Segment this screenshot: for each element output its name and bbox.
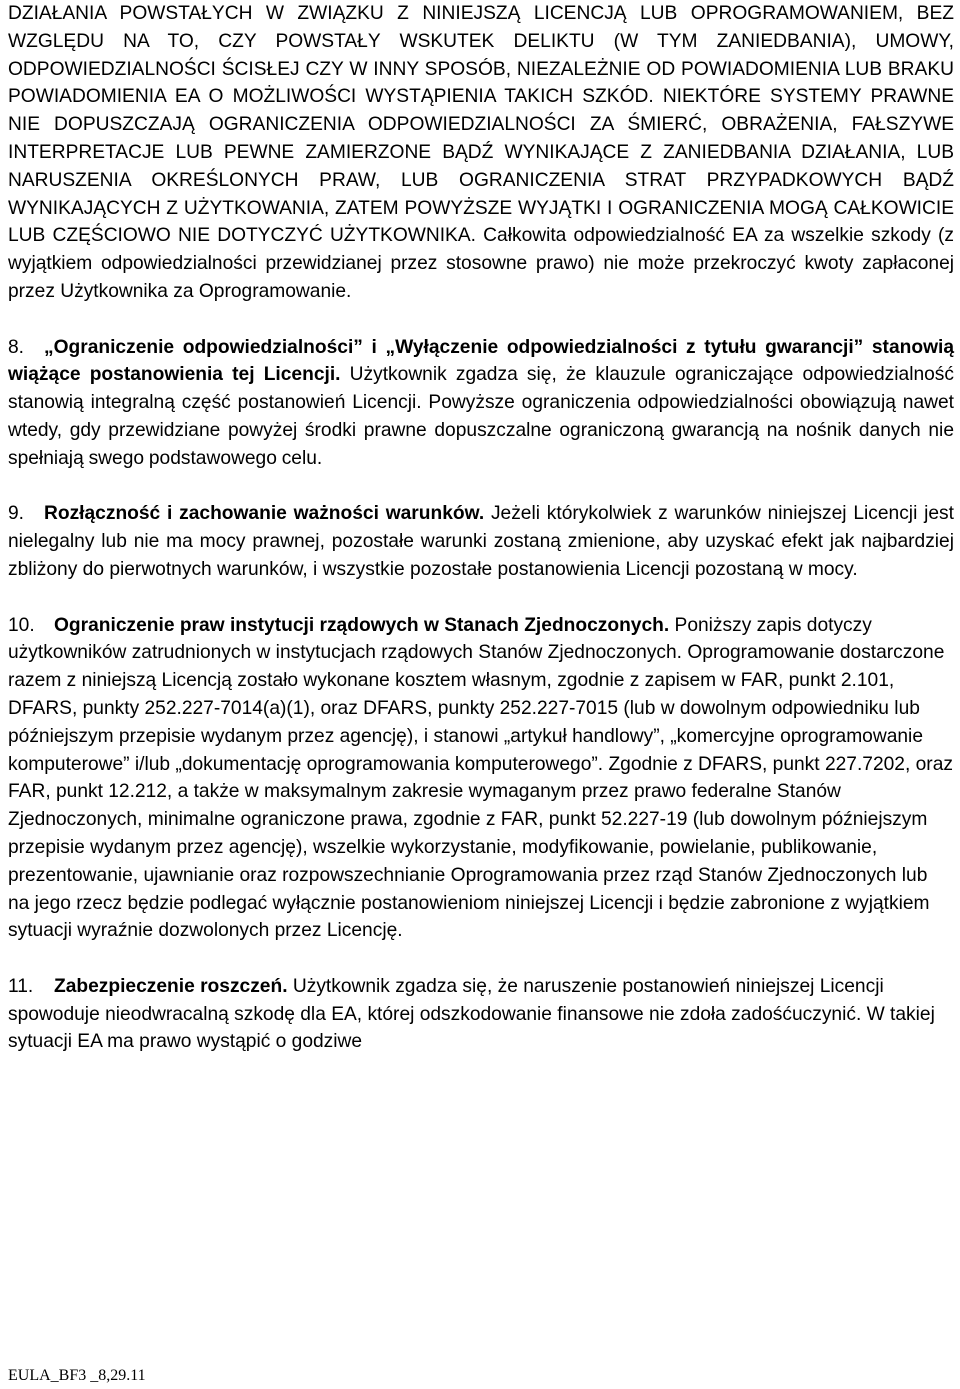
section-11-heading: Zabezpieczenie roszczeń.	[54, 975, 288, 997]
section-11	[8, 973, 954, 1056]
paragraph-spacer	[8, 473, 954, 501]
paragraph-spacer	[8, 584, 954, 612]
section-8-body: Użytkownik zgadza się, że klauzule ograniczające odpowiedzialność stanowią integralną część postanowień Licencji. Powyższe ograniczenia odpowiedzialności obowiązują nawet wtedy, gdy przewidziane powyżej środki prawne dopuszczalne ograniczoną gwarancją na nośnik danych nie spełniają swego podstawowego celu.	[8, 364, 954, 469]
section-8	[8, 334, 954, 473]
document-page	[8, 0, 954, 1056]
intro-rest-text: Całkowita odpowiedzialność EA za wszelkie szkody (z wyjątkiem odpowiedzialności przewidzianej przez stosowne prawo) nie może przekroczyć kwoty zapłaconej przez Użytkownika za Oprogramowanie.	[8, 225, 954, 302]
section-9-body: Jeżeli którykolwiek z warunków niniejszej Licencji jest nielegalny lub nie ma mocy prawnej, pozostałe warunki zostaną zmienione, aby uzyskać efekt jak najbardziej zbliżony do pierwotnych warunków, i wszystkie pozostałe postanowienia Licencji pozostaną w mocy.	[8, 503, 954, 580]
section-10-body: Poniższy zapis dotyczy użytkowników zatrudnionych w instytucjach rządowych Stanów Zjednoczonych. Oprogramowanie dostarczone razem z niniejszą Licencją zostało wykonane kosztem własnym, zgodnie z zapisem w FAR, punkt 2.101, DFARS, punkty 252.227-7014(a)(1), oraz DFARS, punkty 252.227-7015 (lub w dowolnym odpowiedniku lub późniejszym przepisie wydanym przez agencję), i stanowi „artykuł handlowy”, „komercyjne oprogramowanie komputerowe” i/lub „dokumentację oprogramowania komputerowego”. Zgodnie z DFARS, punkt 227.7202, oraz FAR, punkt 12.212, a także w maksymalnym zakresie wymaganym przez prawo federalne Stanów Zjednoczonych, minimalne ograniczone prawa, zgodnie z FAR, punkt 52.227-19 (lub dowolnym późniejszym przepisie wydanym przez agencję), wszelkie wykorzystanie, modyfikowanie, powielanie, publikowanie, prezentowanie, ujawnianie oraz rozpowszechnianie Oprogramowania przez rząd Stanów Zjednoczonych lub na jego rzecz będzie podlegać wyłącznie postanowieniom niniejszej Licencji i będzie zabronione z wyjątkiem sytuacji wyraźnie dozwolonych przez Licencję.	[8, 614, 953, 942]
paragraph-spacer	[8, 945, 954, 973]
intro-paragraph	[8, 0, 954, 306]
section-10-number: 10.	[8, 614, 35, 636]
section-10-heading: Ograniczenie praw instytucji rządowych w Stanach Zjednoczonych.	[54, 614, 670, 636]
section-8-heading: „Ograniczenie odpowiedzialności” i „Wyłączenie odpowiedzialności z tytułu gwarancji” stanowią wiążące postanowienia tej Licencji.	[8, 336, 954, 386]
section-9-number: 9.	[8, 503, 25, 525]
section-9	[8, 500, 954, 583]
section-9-heading: Rozłączność i zachowanie ważności warunków.	[44, 503, 485, 525]
intro-caps-text: DZIAŁANIA POWSTAŁYCH W ZWIĄZKU Z NINIEJSZĄ LICENCJĄ LUB OPROGRAMOWANIEM, BEZ WZGLĘDU NA TO, CZY POWSTAŁY WSKUTEK DELIKTU (W TYM ZANIEDBANIA), UMOWY, ODPOWIEDZIALNOŚCI ŚCISŁEJ CZY W INNY SPOSÓB, NIEZALEŻNIE OD POWIADOMIENIA LUB BRAKU POWIADOMIENIA EA O MOŻLIWOŚCI WYSTĄPIENIA TAKICH SZKÓD. NIEKTÓRE SYSTEMY PRAWNE NIE DOPUSZCZAJĄ OGRANICZENIA ODPOWIEDZIALNOŚCI ZA ŚMIERĆ, OBRAŻENIA, FAŁSZYWE INTERPRETACJE LUB PEWNE ZAMIERZONE BĄDŹ WYNIKAJĄCE Z ZANIEDBANIA DZIAŁANIA, LUB NARUSZENIA OKREŚLONYCH PRAW, LUB OGRANICZENIA STRAT PRZYPADKOWYCH BĄDŹ WYNIKAJĄCYCH Z UŻYTKOWANIA, ZATEM POWYŻSZE WYJĄTKI I OGRANICZENIA MOGĄ CAŁKOWICIE LUB CZĘŚCIOWO NIE DOTYCZYĆ UŻYTKOWNIKA.	[8, 3, 954, 247]
paragraph-spacer	[8, 306, 954, 334]
section-10	[8, 612, 954, 946]
section-11-number: 11.	[8, 975, 34, 997]
page-footer-label: EULA_BF3 _8,29.11	[8, 1367, 146, 1384]
section-8-number: 8.	[8, 336, 25, 358]
section-11-body: Użytkownik zgadza się, że naruszenie postanowień niniejszej Licencji spowoduje nieodwracalną szkodę dla EA, której odszkodowanie finansowe nie zdoła zadośćuczynić. W takiej sytuacji EA ma prawo wystąpić o godziwe	[8, 975, 935, 1053]
